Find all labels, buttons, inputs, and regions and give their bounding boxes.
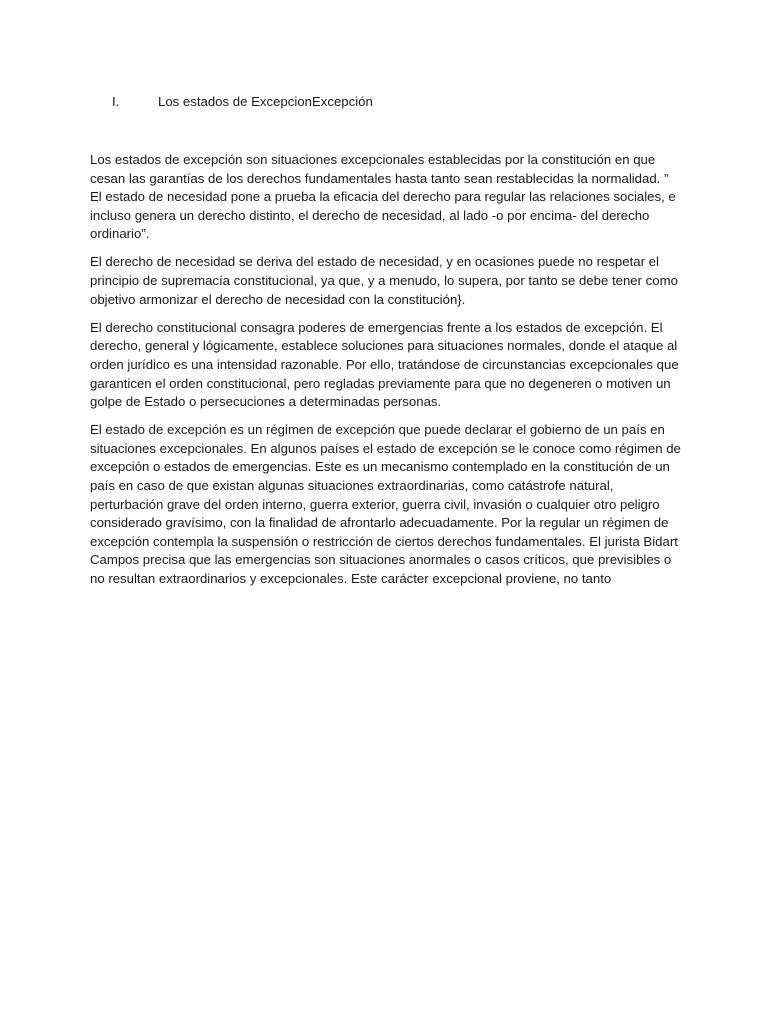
paragraph: El derecho de necesidad se deriva del estado de necesidad, y en ocasiones puede no respetar el principio de supremacía constitucional, ya que, y a menudo, lo supera, por tanto se debe tener como objetivo armonizar el derecho de necesidad con la constitución}. <box>90 254 678 307</box>
paragraph: El derecho constitucional consagra poderes de emergencias frente a los estados de excepción. El derecho, general y lógicamente, establece soluciones para situaciones normales, donde el ataque al orden jurídico es una intensidad razonable. Por ello, tratándose de circunstancias excepcionales que garanticen el orden constitucional, pero regladas previamente para que no degeneren o motiven un golpe de Estado o persecuciones a determinadas personas. <box>90 319 679 410</box>
section-heading <box>112 93 373 111</box>
document-body <box>90 151 682 598</box>
section-title: Los estados de ExcepcionExcepción <box>158 94 373 109</box>
paragraph: Los estados de excepción son situaciones excepcionales establecidas por la constitución en que cesan las garantías de los derechos fundamentales hasta tanto sean restablecidas la normalidad. ” El estado de necesidad pone a prueba la eficacia del derecho para regular las relaciones sociales, e incluso genera un derecho distinto, el derecho de necesidad, al lado -o por encima- del derecho ordinario”. <box>90 152 676 242</box>
paragraph: El estado de excepción es un régimen de excepción que puede declarar el gobierno de un país en situaciones excepcionales. En algunos países el estado de excepción se le conoce como régimen de excepción o estados de emergencias. Este es un mecanismo contemplado en la constitución de un país en caso de que existan algunas situaciones extraordinarias, como catástrofe natural, perturbación grave del orden interno, guerra exterior, guerra civil, invasión o cualquier otro peligro considerado gravísimo, con la finalidad de afrontarlo adecuadamente. Por la regular un régimen de excepción contempla la suspensión o restricción de ciertos derechos fundamentales. El jurista Bidart Campos precisa que las emergencias son situaciones anormales o casos críticos, que previsibles o no resultan extraordinarios y excepcionales. Este carácter excepcional proviene, no tanto <box>90 422 681 586</box>
section-number: I. <box>112 94 120 109</box>
